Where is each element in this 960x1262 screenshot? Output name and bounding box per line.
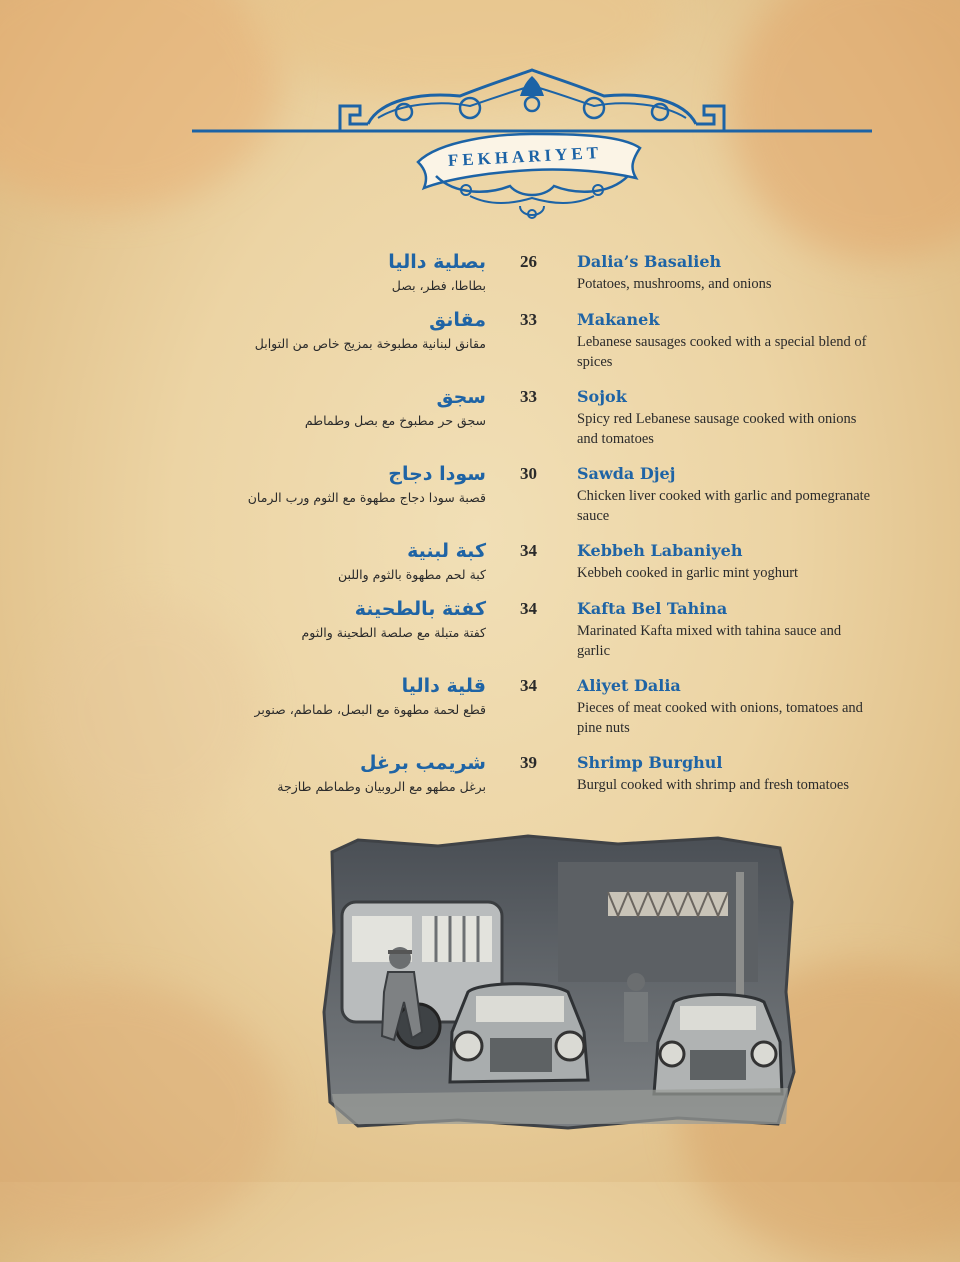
arabic-dish-name: قلية داليا xyxy=(401,675,486,697)
english-dish-description: Marinated Kafta mixed with tahina sauce and garlic xyxy=(577,623,842,659)
english-dish-description: Pieces of meat cooked with onions, tomatoes and pine nuts xyxy=(577,700,863,736)
dish-price: 39 xyxy=(520,753,537,772)
arabic-dish-name: كفتة بالطحينة xyxy=(354,598,486,620)
english-dish-name: Aliyet Dalia xyxy=(577,676,681,695)
arabic-dish-name: كبة لبنية xyxy=(407,540,486,562)
arabic-dish-name: مقانق xyxy=(429,309,486,331)
dish-price: 33 xyxy=(520,310,537,329)
arabic-dish-name: شريمب برغل xyxy=(360,752,486,774)
arabic-dish-name: بصلية داليا xyxy=(388,251,486,273)
english-dish-name: Kafta Bel Tahina xyxy=(577,599,728,618)
arabic-dish-description: كفتة متبلة مع صلصة الطحينة والثوم xyxy=(301,625,486,640)
english-dish-name: Sawda Djej xyxy=(577,464,676,483)
arabic-dish-name: سجق xyxy=(436,386,486,408)
english-dish-description: Spicy red Lebanese sausage cooked with onions and tomatoes xyxy=(577,411,857,447)
arabic-dish-description: برغل مطهو مع الروبيان وطماطم طازجة xyxy=(277,779,486,794)
english-dish-name: Sojok xyxy=(577,387,627,406)
street-scene-illustration xyxy=(318,832,798,1132)
english-dish-description: Chicken liver cooked with garlic and pomegranate sauce xyxy=(577,488,871,524)
arabic-dish-description: كبة لحم مطهوة بالثوم واللبن xyxy=(337,567,486,582)
dish-price: 34 xyxy=(520,541,537,560)
arabic-dish-description: بطاطا، فطر، بصل xyxy=(391,278,486,293)
english-dish-name: Kebbeh Labaniyeh xyxy=(577,541,743,560)
dish-price: 34 xyxy=(520,676,537,695)
section-title: FEKHARIYET xyxy=(447,142,603,171)
section-header xyxy=(0,0,960,240)
dish-price: 33 xyxy=(520,387,537,406)
english-dish-description: Lebanese sausages cooked with a special blend of spices xyxy=(577,334,867,370)
arabic-dish-description: سجق حر مطبوخ مع بصل وطماطم xyxy=(304,413,486,428)
english-dish-name: Dalia’s Basalieh xyxy=(577,252,722,271)
dish-price: 30 xyxy=(520,464,537,483)
english-dish-name: Shrimp Burghul xyxy=(577,753,723,772)
arabic-dish-description: قطع لحمة مطهوة مع البصل، طماطم، صنوبر xyxy=(254,702,486,717)
english-dish-name: Makanek xyxy=(577,310,660,329)
english-dish-description: Kebbeh cooked in garlic mint yoghurt xyxy=(577,565,799,581)
ornament-icon xyxy=(0,0,960,240)
english-dish-description: Burgul cooked with shrimp and fresh tomatoes xyxy=(577,777,849,793)
arabic-dish-description: قصبة سودا دجاج مطهوة مع الثوم ورب الرمان xyxy=(247,490,486,505)
arabic-dish-name: سودا دجاج xyxy=(388,463,486,485)
dish-price: 26 xyxy=(520,252,537,271)
arabic-dish-description: مقانق لبنانية مطبوخة بمزيج خاص من التوابل xyxy=(254,336,486,351)
english-dish-description: Potatoes, mushrooms, and onions xyxy=(577,276,772,292)
dish-price: 34 xyxy=(520,599,537,618)
